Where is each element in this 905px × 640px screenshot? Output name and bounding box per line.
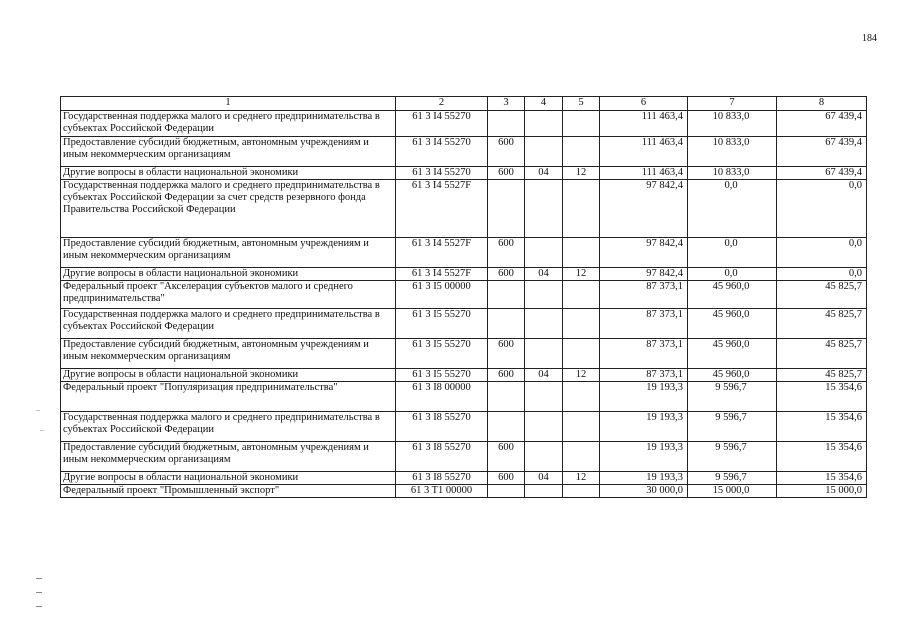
row-code: 61 3 I8 55270 [396,442,488,472]
row-value-8: 45 825,7 [777,339,867,369]
row-value-8: 45 825,7 [777,281,867,309]
row-name: Государственная поддержка малого и среднего предпринимательства в субъектах Российской Федерации [61,412,396,442]
row-value-6: 111 463,4 [600,137,688,167]
row-value-7: 9 596,7 [688,442,777,472]
column-header: 6 [600,97,688,111]
row-value-7: 9 596,7 [688,472,777,485]
row-value-7: 10 833,0 [688,137,777,167]
table-row [61,111,867,137]
row-value-6: 19 193,3 [600,442,688,472]
row-value-6: 19 193,3 [600,412,688,442]
scan-artifact [36,606,42,610]
column-header: 1 [61,97,396,111]
row-name: Федеральный проект "Промышленный экспорт" [61,485,396,498]
column-header: 3 [488,97,525,111]
table-row [61,238,867,268]
row-col5 [563,442,600,472]
row-value-7: 45 960,0 [688,339,777,369]
row-value-8: 45 825,7 [777,369,867,382]
column-header: 5 [563,97,600,111]
table-row [61,167,867,180]
row-col3: 600 [488,268,525,281]
row-value-6: 19 193,3 [600,472,688,485]
row-col3: 600 [488,369,525,382]
row-code: 61 3 I5 55270 [396,369,488,382]
row-value-6: 87 373,1 [600,339,688,369]
table-row [61,309,867,339]
row-col4 [525,238,563,268]
row-value-7: 45 960,0 [688,281,777,309]
row-value-7: 9 596,7 [688,412,777,442]
row-name: Государственная поддержка малого и среднего предпринимательства в субъектах Российской Федерации [61,111,396,137]
row-value-7: 9 596,7 [688,382,777,412]
scan-artifact [36,578,42,582]
row-col3: 600 [488,238,525,268]
row-col3 [488,281,525,309]
row-name: Предоставление субсидий бюджетным, автономным учреждениям и иным некоммерческим организациям [61,339,396,369]
row-code: 61 3 I5 55270 [396,309,488,339]
row-value-8: 0,0 [777,238,867,268]
table-row [61,472,867,485]
row-col4 [525,180,563,238]
row-col5 [563,412,600,442]
row-col4: 04 [525,369,563,382]
row-name: Предоставление субсидий бюджетным, автономным учреждениям и иным некоммерческим организациям [61,137,396,167]
table-row [61,137,867,167]
row-value-8: 15 354,6 [777,472,867,485]
row-col5 [563,180,600,238]
row-value-6: 87 373,1 [600,369,688,382]
row-col5: 12 [563,369,600,382]
row-col3: 600 [488,442,525,472]
row-value-6: 30 000,0 [600,485,688,498]
row-value-6: 97 842,4 [600,180,688,238]
scan-artifact: – [36,405,40,414]
row-value-8: 15 354,6 [777,412,867,442]
row-value-6: 87 373,1 [600,309,688,339]
row-value-8: 45 825,7 [777,309,867,339]
row-col5 [563,485,600,498]
row-col4 [525,442,563,472]
row-col3: 600 [488,167,525,180]
row-name: Другие вопросы в области национальной экономики [61,268,396,281]
table-row [61,281,867,309]
row-value-7: 0,0 [688,180,777,238]
row-value-7: 45 960,0 [688,369,777,382]
table-row [61,369,867,382]
row-code: 61 3 I8 55270 [396,472,488,485]
row-value-8: 0,0 [777,180,867,238]
row-code: 61 3 I5 55270 [396,339,488,369]
row-code: 61 3 I4 5527F [396,180,488,238]
row-col3 [488,180,525,238]
row-col5 [563,111,600,137]
row-col5: 12 [563,167,600,180]
column-header: 8 [777,97,867,111]
row-col4 [525,281,563,309]
row-col3 [488,485,525,498]
row-value-7: 10 833,0 [688,111,777,137]
row-value-6: 111 463,4 [600,167,688,180]
row-value-8: 15 000,0 [777,485,867,498]
row-col5 [563,309,600,339]
row-code: 61 3 I5 00000 [396,281,488,309]
row-name: Государственная поддержка малого и среднего предпринимательства в субъектах Российской Федерации за счет средств резервного фонда Правительства Российской Федерации [61,180,396,238]
table-row [61,485,867,498]
row-code: 61 3 I4 55270 [396,111,488,137]
row-code: 61 3 I4 55270 [396,137,488,167]
row-value-8: 67 439,4 [777,111,867,137]
scan-artifact [36,592,42,596]
row-name: Федеральный проект "Популяризация предпринимательства" [61,382,396,412]
row-col4 [525,137,563,167]
row-value-8: 0,0 [777,268,867,281]
row-col4 [525,382,563,412]
row-value-7: 10 833,0 [688,167,777,180]
row-value-7: 45 960,0 [688,309,777,339]
row-value-6: 111 463,4 [600,111,688,137]
table-row [61,268,867,281]
table-row [61,382,867,412]
row-name: Другие вопросы в области национальной экономики [61,472,396,485]
row-col5 [563,281,600,309]
row-name: Государственная поддержка малого и среднего предпринимательства в субъектах Российской Федерации [61,309,396,339]
row-col4 [525,412,563,442]
page-number: 184 [862,33,877,44]
row-col5 [563,339,600,369]
row-value-8: 15 354,6 [777,382,867,412]
row-value-8: 15 354,6 [777,442,867,472]
budget-table [60,96,867,498]
row-col4 [525,111,563,137]
row-name: Предоставление субсидий бюджетным, автономным учреждениям и иным некоммерческим организациям [61,442,396,472]
column-header: 2 [396,97,488,111]
row-col4 [525,309,563,339]
row-name: Другие вопросы в области национальной экономики [61,167,396,180]
row-col5 [563,382,600,412]
row-code: 61 3 I8 00000 [396,382,488,412]
row-col5: 12 [563,268,600,281]
row-col4: 04 [525,472,563,485]
row-col3 [488,412,525,442]
table-row [61,339,867,369]
row-name: Федеральный проект "Акселерация субъектов малого и среднего предпринимательства" [61,281,396,309]
row-value-6: 97 842,4 [600,268,688,281]
row-name: Другие вопросы в области национальной экономики [61,369,396,382]
column-header: 4 [525,97,563,111]
row-value-8: 67 439,4 [777,137,867,167]
table-header-row [61,97,867,111]
row-value-6: 97 842,4 [600,238,688,268]
row-code: 61 3 I4 5527F [396,238,488,268]
row-value-7: 15 000,0 [688,485,777,498]
row-col3 [488,309,525,339]
row-col5: 12 [563,472,600,485]
row-value-7: 0,0 [688,268,777,281]
row-col3: 600 [488,137,525,167]
row-name: Предоставление субсидий бюджетным, автономным учреждениям и иным некоммерческим организациям [61,238,396,268]
row-value-7: 0,0 [688,238,777,268]
row-col3 [488,111,525,137]
row-col4 [525,339,563,369]
column-header: 7 [688,97,777,111]
row-code: 61 3 I8 55270 [396,412,488,442]
row-col4 [525,485,563,498]
row-col5 [563,137,600,167]
row-col3: 600 [488,339,525,369]
row-code: 61 3 I4 5527F [396,268,488,281]
table-row [61,442,867,472]
row-code: 61 3 I4 55270 [396,167,488,180]
row-col4: 04 [525,167,563,180]
scan-artifact: – [40,425,44,434]
row-code: 61 3 T1 00000 [396,485,488,498]
table-row [61,412,867,442]
row-value-6: 19 193,3 [600,382,688,412]
row-col3 [488,382,525,412]
row-col4: 04 [525,268,563,281]
row-col3: 600 [488,472,525,485]
row-value-6: 87 373,1 [600,281,688,309]
row-value-8: 67 439,4 [777,167,867,180]
table-row [61,180,867,238]
row-col5 [563,238,600,268]
